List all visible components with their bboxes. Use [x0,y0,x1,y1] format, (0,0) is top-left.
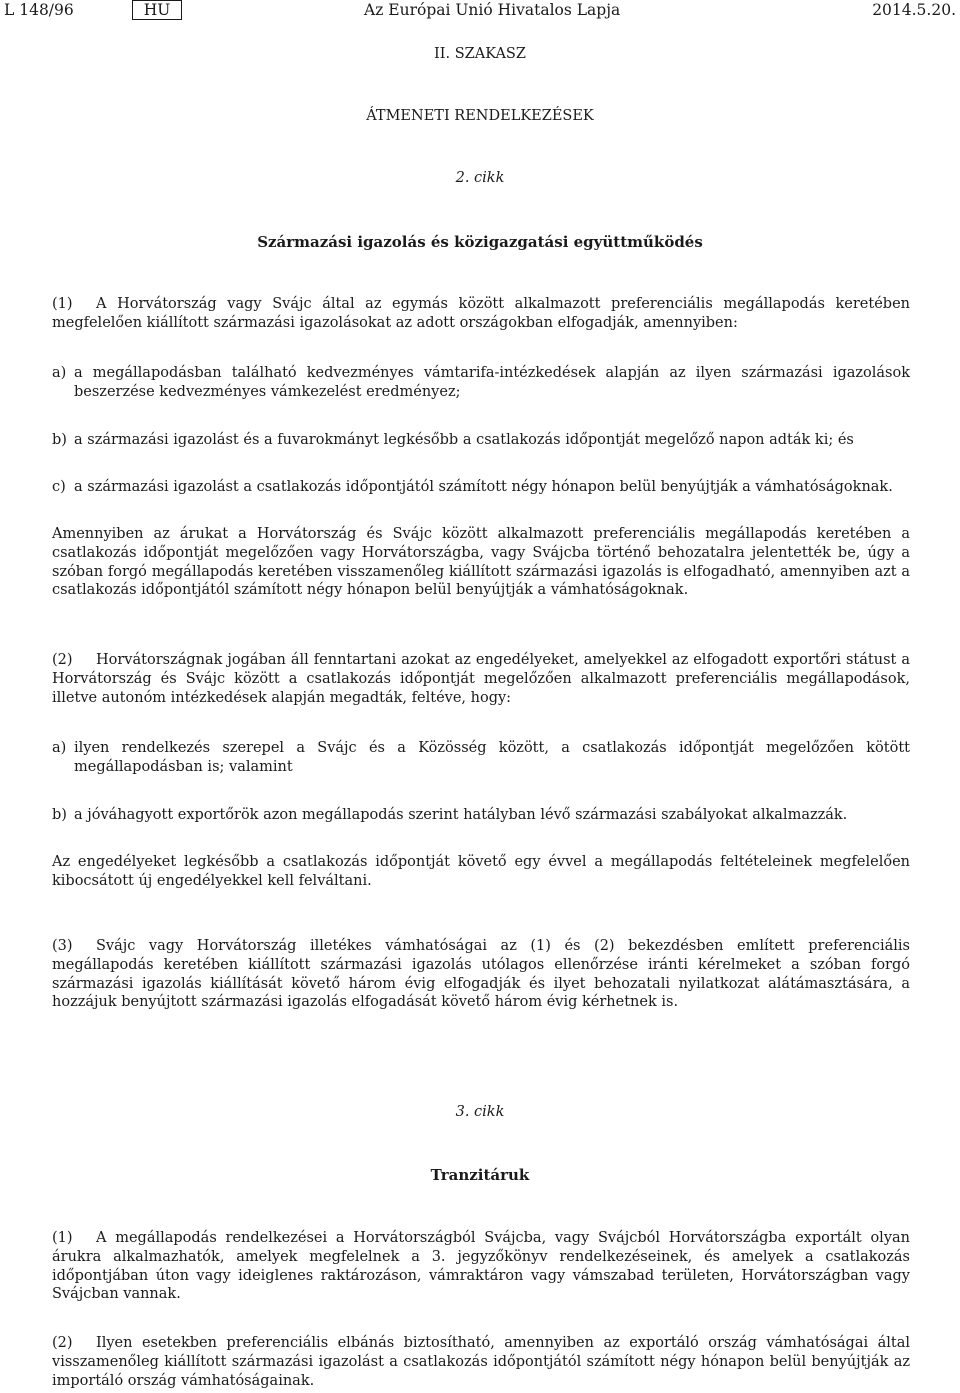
paragraph-text: Ilyen esetekben preferenciális elbánás biztosítható, amennyiben az exportáló ország vámhatóságai által visszamenőleg kiállított származási igazolást a csatlakozás időpontjától számított négy hónapon belül benyújtják az importáló ország vámhatóságainak. [52,1335,910,1389]
list-item-label: c) [52,479,66,495]
language-badge: HU [132,0,182,20]
list-item [52,739,910,777]
list-item [52,478,910,497]
list-item-text: ilyen rendelkezés szerepel a Svájc és a Közösség között, a csatlakozás időpontját megelőzően kötött megállapodásban is; valamint [74,740,910,775]
paragraph-number: (2) [52,652,73,668]
article-3-paragraph-2 [52,1334,910,1390]
section-title: II. SZAKASZ [434,46,526,62]
article-2-title: Származási igazolás és közigazgatási együttműködés [257,233,703,251]
list-item [52,806,910,825]
article-2-paragraph-3 [52,937,910,1012]
list-item-text: a jóváhagyott exportőrök azon megállapodás szerint hatályban lévő származási szabályokat alkalmazzák. [74,807,848,823]
page-header [0,0,960,22]
list-item [52,431,910,450]
paragraph-number: (2) [52,1335,73,1351]
list-item-text: a származási igazolást és a fuvarokmányt legkésőbb a csatlakozás időpontját megelőző napon adták ki; és [74,432,854,448]
paragraph-text: A Horvátország vagy Svájc által az egymás között alkalmazott preferenciális megállapodás keretében megfelelően kiállított származási igazolásokat az adott országokban elfogadják, amennyiben: [52,296,910,331]
section-subtitle: ÁTMENETI RENDELKEZÉSEK [366,108,594,124]
list-item-label: a) [52,365,67,381]
list-item-text: a származási igazolást a csatlakozás időpontjától számított négy hónapon belül benyújtják a vámhatóságoknak. [74,479,893,495]
publication-date: 2014.5.20. [872,1,956,19]
paragraph-text: Svájc vagy Horvátország illetékes vámhatóságai az (1) és (2) bekezdésben említett preferenciális megállapodás keretében kiállított származási igazolás utólagos ellenőrzése iránti kérelmeket a szóban forgó származási igazolás kiállítását követő három évig elfogadják és ilyet behozatali nyilatkozat alátámasztására, a hozzájuk benyújtott származási igazolás elfogadását követő három évig kérhetnek is. [52,938,910,1011]
article-3-paragraph-1 [52,1229,910,1304]
list-item-label: a) [52,740,67,756]
article-2-paragraph-2-closing: Az engedélyeket legkésőbb a csatlakozás időpontját követő egy évvel a megállapodás feltételeinek megfelelően kibocsátott új engedélyekkel kell felváltani. [52,854,910,889]
article-3-label: 3. cikk [455,1104,505,1120]
paragraph-number: (3) [52,938,73,954]
journal-title: Az Európai Unió Hivatalos Lapja [364,1,621,19]
article-2-paragraph-1 [52,295,910,333]
list-item-label: b) [52,807,67,823]
paragraph-text: A megállapodás rendelkezései a Horvátországból Svájcba, vagy Svájcból Horvátországba exportált olyan árukra alkalmazhatók, amelyek megfelelnek a 3. jegyzőkönyv rendelkezéseinek, és amelyek a csatlakozás időpontjában úton vagy ideiglenes raktározáson, vámraktáron vagy vámszabad területen, Horvátországban vagy Svájcban vannak. [52,1230,910,1303]
article-3-title: Tranzitáruk [430,1166,530,1184]
list-item [52,364,910,402]
page-reference: L 148/96 [4,1,74,19]
paragraph-number: (1) [52,296,73,312]
list-item-text: a megállapodásban található kedvezményes vámtarifa-intézkedések alapján az ilyen származási igazolások beszerzése kedvezményes vámkezelést eredményez; [74,365,910,400]
article-2-paragraph-1-closing: Amennyiben az árukat a Horvátország és Svájc között alkalmazott preferenciális megállapodás keretében a csatlakozás időpontját megelőzően vagy Horvátországba, vagy Svájcba történő behozatalra jelentették be, úgy a szóban forgó megállapodás keretében visszamenőleg kiállított származási igazolás is elfogadható, amennyiben azt a csatlakozás időpontjától számított négy hónapon belül benyújtják a vámhatóságoknak. [52,526,910,599]
list-item-label: b) [52,432,67,448]
article-2-paragraph-2 [52,651,910,707]
paragraph-text: Horvátországnak jogában áll fenntartani azokat az engedélyeket, amelyekkel az elfogadott exportőri státust a Horvátország és Svájc között a csatlakozás időpontját megelőzően alkalmazott preferenciális megállapodások, illetve autonóm intézkedések alapján megadták, feltéve, hogy: [52,652,910,706]
paragraph-number: (1) [52,1230,73,1246]
article-2-label: 2. cikk [455,170,505,186]
